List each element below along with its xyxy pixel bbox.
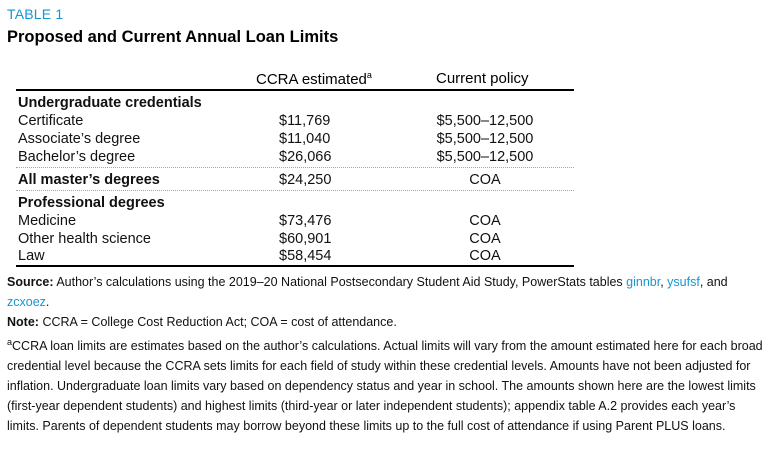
current-value: COA: [469, 213, 501, 229]
current-value: $5,500–12,500: [436, 113, 534, 129]
row-label: Other health science: [18, 231, 151, 247]
ccra-value: $73,476: [279, 213, 332, 229]
current-value: $5,500–12,500: [436, 131, 534, 147]
ccra-value: $11,040: [279, 131, 331, 147]
row-label: Bachelor’s degree: [18, 149, 136, 165]
table-row: [16, 247, 574, 265]
ccra-value: $26,066: [279, 149, 332, 165]
ccra-value: $58,454: [279, 248, 332, 264]
table-row: [16, 148, 574, 166]
column-header-current: Current policy: [436, 70, 529, 87]
header-rule: [16, 89, 574, 91]
row-label: Law: [18, 248, 45, 264]
current-value: COA: [469, 231, 501, 247]
row-label: Medicine: [18, 213, 77, 229]
current-value: COA: [469, 248, 501, 264]
note: [7, 312, 767, 332]
source-link-ginnbr[interactable]: ginnbr: [626, 275, 661, 289]
table-bottom-rule: [16, 265, 574, 267]
table-row: [16, 212, 574, 230]
source-link-zcxoez[interactable]: zcxoez: [7, 295, 46, 309]
table-label: TABLE 1: [7, 6, 64, 22]
table-row: [16, 112, 574, 130]
note-label: Note:: [7, 315, 39, 329]
table-row: [16, 230, 574, 248]
current-value: $5,500–12,500: [436, 149, 534, 165]
current-value: COA: [469, 172, 501, 188]
row-label: Certificate: [18, 113, 84, 129]
table-row: [16, 194, 574, 212]
table-row: [16, 171, 574, 189]
row-label: Associate’s degree: [18, 131, 141, 147]
column-header-ccra: [256, 70, 372, 88]
row-label: Undergraduate credentials: [18, 95, 202, 111]
column-header-footnote-marker: a: [366, 70, 372, 80]
source-and: and: [706, 275, 728, 289]
note-text: CCRA = College Cost Reduction Act; COA = cost of attendance.: [42, 315, 397, 329]
section-divider: [16, 190, 574, 191]
table-row: [16, 130, 574, 148]
footnote-text: CCRA loan limits are estimates based on the author’s calculations. Actual limits will vary from the amount estimated here for each broad credential level because the CCRA sets limits for each field of study within these credential levels. Amounts have not been adjusted for inflation. Undergraduate loan limits vary based on dependency status and year in school. The amounts shown here are the lowest limits (first-year dependent students) and highest limits (third-year or later independent students); appendix table A.2 provides each year’s limits. Parents of dependent students may borrow beyond these limits up to the full cost of attendance if using Parent PLUS loans.: [7, 339, 763, 434]
source-link-ysufsf[interactable]: ysufsf: [667, 275, 700, 289]
footnote-marker: a: [7, 337, 13, 347]
table-row: [16, 94, 574, 112]
loan-limits-table: [16, 70, 574, 266]
footnote: [7, 332, 767, 436]
row-label: Professional degrees: [18, 195, 165, 211]
ccra-value: $24,250: [279, 172, 332, 188]
source-text: Author’s calculations using the 2019–20 National Postsecondary Student Aid Study, PowerStats tables: [56, 275, 623, 289]
row-label: All master’s degrees: [18, 172, 160, 188]
table-notes: [7, 272, 767, 436]
ccra-value: $11,769: [279, 113, 331, 129]
table-title: Proposed and Current Annual Loan Limits: [7, 28, 339, 46]
ccra-value: $60,901: [279, 231, 332, 247]
source-note: Source: Author’s calculations using the 2019–20 National Postsecondary Student Aid Study, PowerStats tables ginnbr, ysufsf, and zcxoez.: [7, 275, 728, 309]
section-divider: [16, 167, 574, 168]
column-header-ccra-label: CCRA estimated: [256, 71, 367, 88]
source-label: Source:: [7, 275, 54, 289]
